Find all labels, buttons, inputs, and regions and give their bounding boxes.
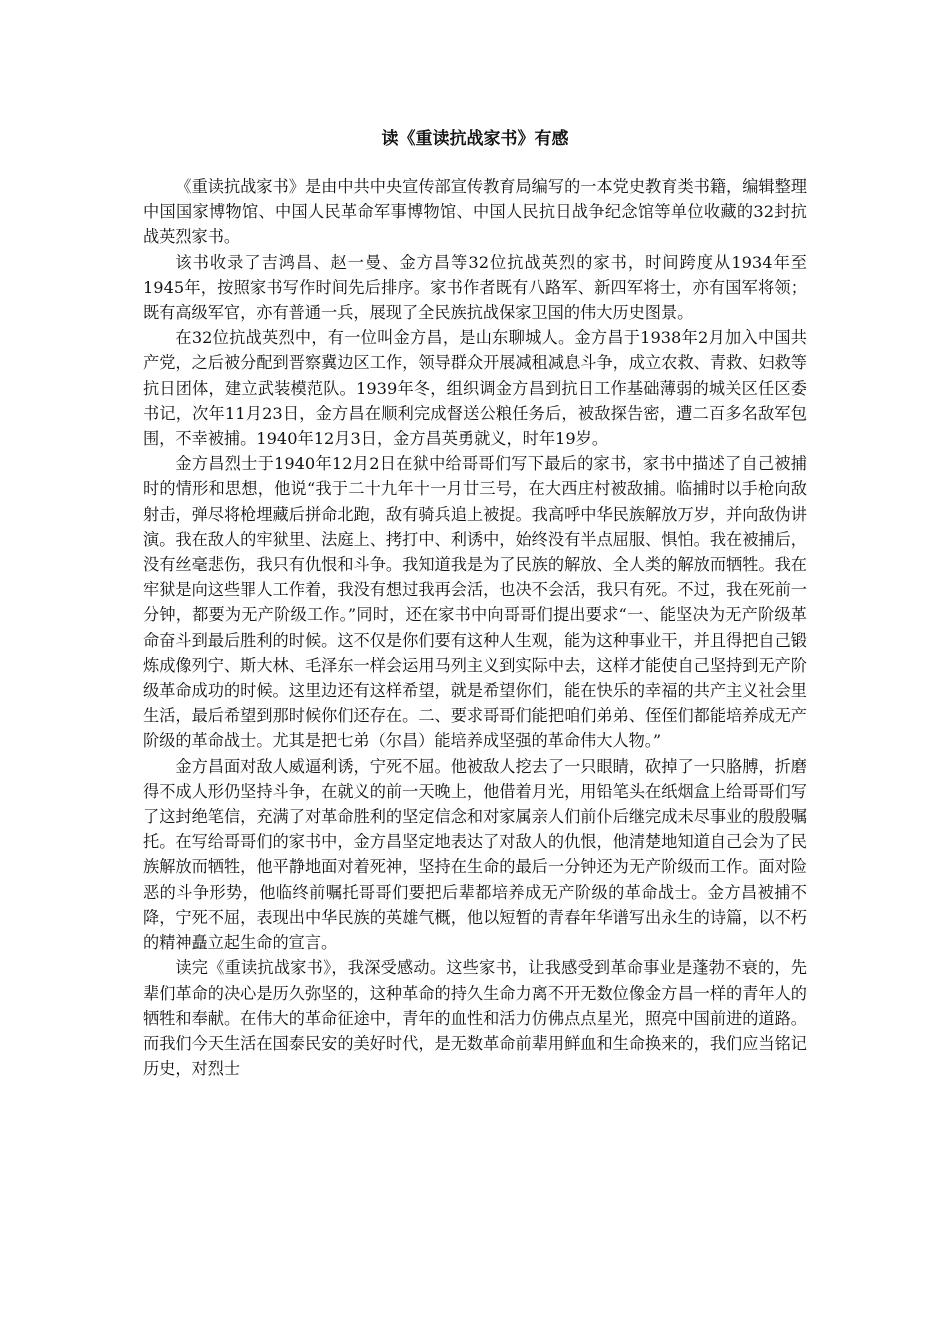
document-title: 读《重读抗战家书》有感	[381, 129, 569, 149]
paragraph: 在32位抗战英烈中，有一位叫金方昌，是山东聊城人。金方昌于1938年2月加入中国共产党，之后被分配到晋察冀边区工作，领导群众开展减租减息斗争，成立农救、青救、妇救等抗日团体，建立武装模范队。1939年冬，组织调金方昌到抗日工作基础薄弱的城关区任区委书记，次年11月23日，金方昌在顺利完成督送公粮任务后，被敌探告密，遭二百多名敌军包围，不幸被捕。1940年12月3日，金方昌英勇就义，时年19岁。	[143, 328, 807, 449]
paragraph: 金方昌烈士于1940年12月2日在狱中给哥哥们写下最后的家书，家书中描述了自己被捕时的情形和思想，他说“我于二十九年十一月廿三号，在大西庄村被敌捕。临捕时以手枪向敌射击，弹尽将枪埋藏后拼命北跑，敌有骑兵追上被捉。我高呼中华民族解放万岁，并向敌伪讲演。我在敌人的牢狱里、法庭上、拷打中、利诱中，始终没有半点屈服、惧怕。我在被捕后，没有丝毫悲伤，我只有仇恨和斗争。我知道我是为了民族的解放、全人类的解放而牺牲。我在牢狱是向这些罪人工作着，我没有想过我再会活，也决不会活，我只有死。不过，我在死前一分钟，都要为无产阶级工作。”同时，还在家书中向哥哥们提出要求“一、能坚决为无产阶级革命奋斗到最后胜利的时候。这不仅是你们要有这种人生观，能为这种事业干，并且得把自己锻炼成像列宁、斯大林、毛泽东一样会运用马列主义到实际中去，这样才能使自己坚持到无产阶级革命成功的时候。这里边还有这样希望，就是希望你们，能在快乐的幸福的共产主义社会里生活，最后希望到那时候你们还存在。二、要求哥哥们能把咱们弟弟、侄侄们都能培养成无产阶级的革命战士。尤其是把七弟（尔昌）能培养成坚强的革命伟大人物。”	[143, 454, 807, 751]
paragraph: 金方昌面对敌人威逼利诱，宁死不屈。他被敌人挖去了一只眼睛，砍掉了一只胳膊，折磨得不成人形仍坚持斗争，在就义的前一天晚上，他借着月光，用铅笔头在纸烟盒上给哥哥们写了这封绝笔信，充满了对革命胜利的坚定信念和对家属亲人们前仆后继完成未尽事业的殷殷嘱托。在写给哥哥们的家书中，金方昌坚定地表达了对敌人的仇恨，他清楚地知道自己会为了民族解放而牺牲，他平静地面对着死神，坚持在生命的最后一分钟还为无产阶级而工作。面对险恶的斗争形势，他临终前嘱托哥哥们要把后辈都培养成无产阶级的革命战士。金方昌被捕不降，宁死不屈，表现出中华民族的英雄气概，他以短暂的青春年华谱写出永生的诗篇，以不朽的精神矗立起生命的宣言。	[143, 756, 807, 953]
document-body	[143, 174, 807, 1081]
paragraph: 该书收录了吉鸿昌、赵一曼、金方昌等32位抗战英烈的家书，时间跨度从1934年至1945年，按照家书写作时间先后排序。家书作者既有八路军、新四军将士，亦有国军将领；既有高级军官，亦有普通一兵，展现了全民族抗战保家卫国的伟大历史图景。	[143, 252, 807, 323]
paragraph: 《重读抗战家书》是由中共中央宣传部宣传教育局编写的一本党史教育类书籍，编辑整理中国国家博物馆、中国人民革命军事博物馆、中国人民抗日战争纪念馆等单位收藏的32封抗战英烈家书。	[143, 177, 807, 247]
paragraph: 读完《重读抗战家书》，我深受感动。这些家书，让我感受到革命事业是蓬勃不衰的，先辈们革命的决心是历久弥坚的，这种革命的持久生命力离不开无数位像金方昌一样的青年人的牺牲和奉献。在伟大的革命征途中，青年的血性和活力仿佛点点星光，照亮中国前进的道路。而我们今天生活在国泰民安的美好时代，是无数革命前辈用鲜血和生命换来的，我们应当铭记历史，对烈士	[143, 958, 807, 1079]
